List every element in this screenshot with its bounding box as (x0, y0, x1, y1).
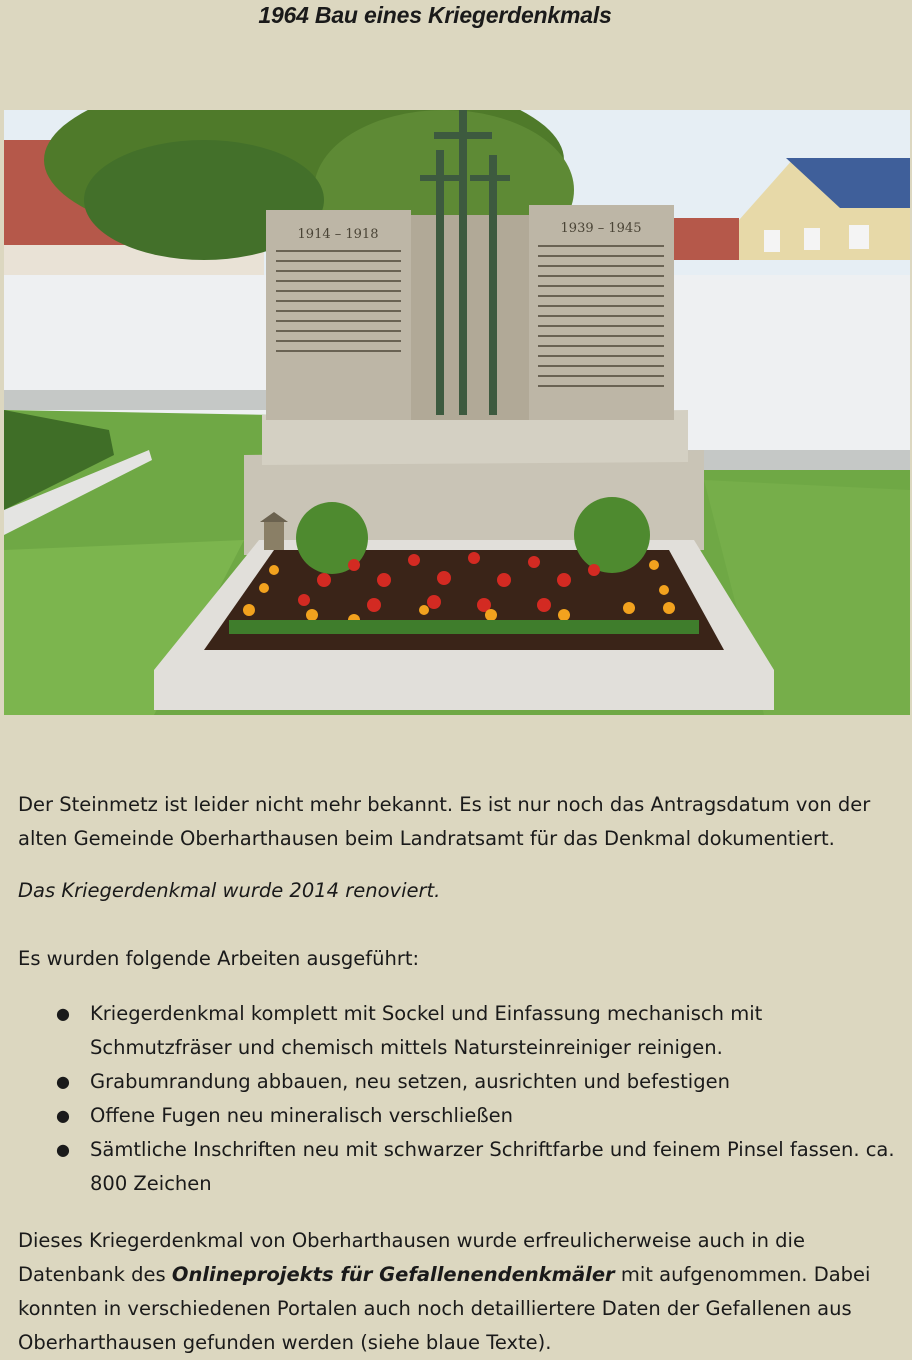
works-list (0, 997, 900, 1201)
list-item: ● Sämtliche Inschriften neu mit schwarzer Schriftfarbe und feinem Pinsel fassen. ca. 800 Zeichen (0, 1133, 900, 1201)
list-item: ● Offene Fugen neu mineralisch verschließen (0, 1099, 900, 1133)
bullet-icon: ● (56, 1106, 70, 1125)
panel-right-heading: 1939 – 1945 (560, 221, 642, 236)
paragraph-renovation: Das Kriegerdenkmal wurde 2014 renoviert. (18, 879, 441, 902)
bullet-icon: ● (56, 1140, 70, 1159)
bullet-icon: ● (56, 1072, 70, 1091)
list-item: ● Grabumrandung abbauen, neu setzen, ausrichten und befestigen (0, 1065, 900, 1099)
page-title: 1964 Bau eines Kriegerdenkmals (258, 2, 612, 28)
list-item: ● Kriegerdenkmal komplett mit Sockel und Einfassung mechanisch mit Schmutzfräser und chemisch mittels Natursteinreiniger reinigen. (0, 997, 900, 1065)
war-memorial-photo (4, 110, 910, 715)
paragraph-works-intro: Es wurden folgende Arbeiten ausgeführt: (18, 947, 420, 970)
panel-left-heading: 1914 – 1918 (297, 227, 379, 242)
paragraph-database: Dieses Kriegerdenkmal von Oberharthausen wurde erfreulicherweise auch in die Datenbank des Onlineprojekts für Gefallenendenkmäler mit aufgenommen. Dabei konnten in verschiedenen Portalen auch noch detailliertere Daten der Gefallenen aus Oberharthausen gefunden werden (siehe blaue Texte). (18, 1229, 871, 1354)
bullet-icon: ● (56, 1004, 70, 1023)
paragraph-stonemason: Der Steinmetz ist leider nicht mehr bekannt. Es ist nur noch das Antragsdatum von der alten Gemeinde Oberharthausen beim Landratsamt für das Denkmal dokumentiert. (18, 793, 871, 850)
online-project-name: Onlineprojekts für Gefallenendenkmäler (171, 1263, 615, 1286)
